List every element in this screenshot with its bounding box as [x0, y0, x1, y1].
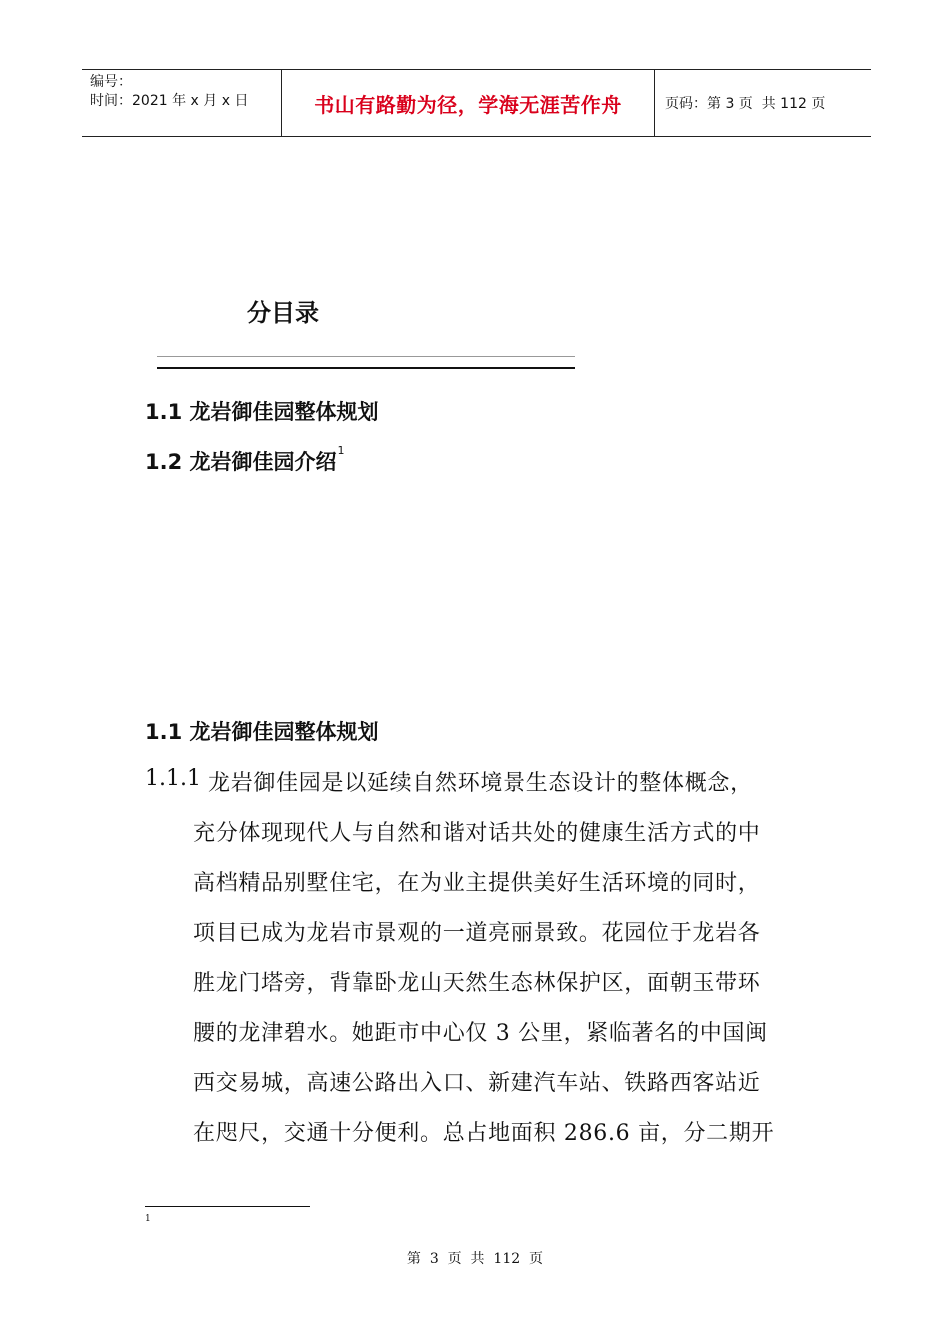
- paragraph-line: 充分体现现代人与自然和谐对话共处的健康生活方式的中: [193, 821, 761, 846]
- toc-title: 分目录: [247, 299, 319, 327]
- footnote-mark: 1: [145, 1214, 151, 1224]
- toc-divider-thick: [157, 367, 575, 369]
- paragraph-number: 1.1.1: [145, 766, 201, 791]
- page-footer: [0, 1248, 950, 1268]
- document-header: [82, 69, 871, 137]
- toc-entry-1-1[interactable]: [145, 396, 379, 426]
- paragraph-line: 胜龙门塔旁，背靠卧龙山天然生态林保护区，面朝玉带环: [193, 971, 761, 996]
- paragraph-line: 在咫尺，交通十分便利。总占地面积 286.6 亩，分二期开: [193, 1121, 775, 1146]
- paragraph-line: 西交易城，高速公路出入口、新建汽车站、铁路西客站近: [193, 1071, 761, 1096]
- toc-entry-label: 1.1 龙岩御佳园整体规划: [145, 400, 379, 424]
- toc-divider-thin: [157, 356, 575, 357]
- page-footer-text: 第 3 页 共 112 页: [406, 1251, 544, 1267]
- footnote-reference[interactable]: 1: [337, 444, 345, 457]
- toc-entry-label: 1.2 龙岩御佳园介绍: [145, 450, 337, 474]
- paragraph-line: 龙岩御佳园是以延续自然环境景生态设计的整体概念，: [208, 771, 753, 796]
- header-motto-cell: [282, 70, 655, 136]
- document-number-label: 编号：: [90, 74, 132, 90]
- paragraph-line: 高档精品别墅住宅，在为业主提供美好生活环境的同时，: [193, 871, 761, 896]
- document-time-label: 时间：2021 年 x 月 x 日: [90, 93, 249, 109]
- header-motto: 书山有路勤为径，学海无涯苦作舟: [314, 92, 622, 117]
- paragraph-line: 腰的龙津碧水。她距市中心仅 3 公里，紧临著名的中国闽: [193, 1021, 768, 1046]
- paragraph-line: 项目已成为龙岩市景观的一道亮丽景致。花园位于龙岩各: [193, 921, 761, 946]
- footnote-separator: [145, 1206, 310, 1207]
- header-page-cell: [655, 70, 871, 136]
- header-meta-cell: [82, 70, 282, 136]
- section-heading: 1.1 龙岩御佳园整体规划: [145, 720, 379, 744]
- header-page-label: 页码：第 3 页 共 112 页: [665, 96, 826, 112]
- toc-entry-1-2[interactable]: [145, 446, 345, 476]
